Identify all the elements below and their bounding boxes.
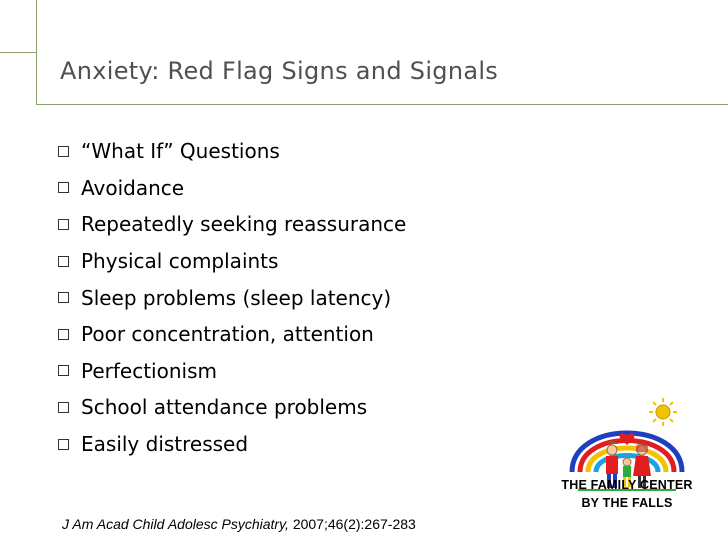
bullet-item	[58, 279, 406, 316]
bullet-text: Sleep problems (sleep latency)	[81, 285, 392, 310]
citation-journal: J Am Acad Child Adolesc Psychiatry,	[62, 516, 289, 532]
logo-text-line2: BY THE FALLS	[581, 496, 673, 510]
bullet-text: Physical complaints	[81, 249, 279, 274]
square-bullet-icon	[58, 439, 69, 450]
corner-horizontal-rule	[0, 52, 36, 53]
citation	[62, 516, 416, 532]
bullet-item	[58, 353, 406, 390]
slide-title: Anxiety: Red Flag Signs and Signals	[60, 57, 499, 85]
bullet-text: Poor concentration, attention	[81, 322, 374, 347]
square-bullet-icon	[58, 329, 69, 340]
citation-reference: 2007;46(2):267-283	[288, 516, 416, 532]
bullet-item	[58, 426, 406, 463]
bullet-list	[58, 133, 406, 462]
square-bullet-icon	[58, 402, 69, 413]
square-bullet-icon	[58, 146, 69, 157]
logo-text-line1: THE FAMILY CENTER	[561, 478, 693, 492]
bullet-text: Avoidance	[81, 175, 185, 200]
family-center-logo	[560, 390, 694, 540]
bullet-text: Perfectionism	[81, 358, 217, 383]
title-underline	[36, 104, 728, 105]
bullet-text: Easily distressed	[81, 432, 249, 457]
bullet-item	[58, 389, 406, 426]
square-bullet-icon	[58, 365, 69, 376]
square-bullet-icon	[58, 219, 69, 230]
bullet-text: School attendance problems	[81, 395, 368, 420]
square-bullet-icon	[58, 256, 69, 267]
bullet-item	[58, 170, 406, 207]
bullet-item	[58, 243, 406, 280]
bullet-item	[58, 206, 406, 243]
square-bullet-icon	[58, 292, 69, 303]
bullet-text: “What If” Questions	[81, 139, 280, 164]
bullet-text: Repeatedly seeking reassurance	[81, 212, 407, 237]
bullet-item	[58, 316, 406, 353]
square-bullet-icon	[58, 182, 69, 193]
sun-icon	[649, 398, 677, 426]
corner-vertical-rule	[36, 0, 37, 104]
bullet-item	[58, 133, 406, 170]
